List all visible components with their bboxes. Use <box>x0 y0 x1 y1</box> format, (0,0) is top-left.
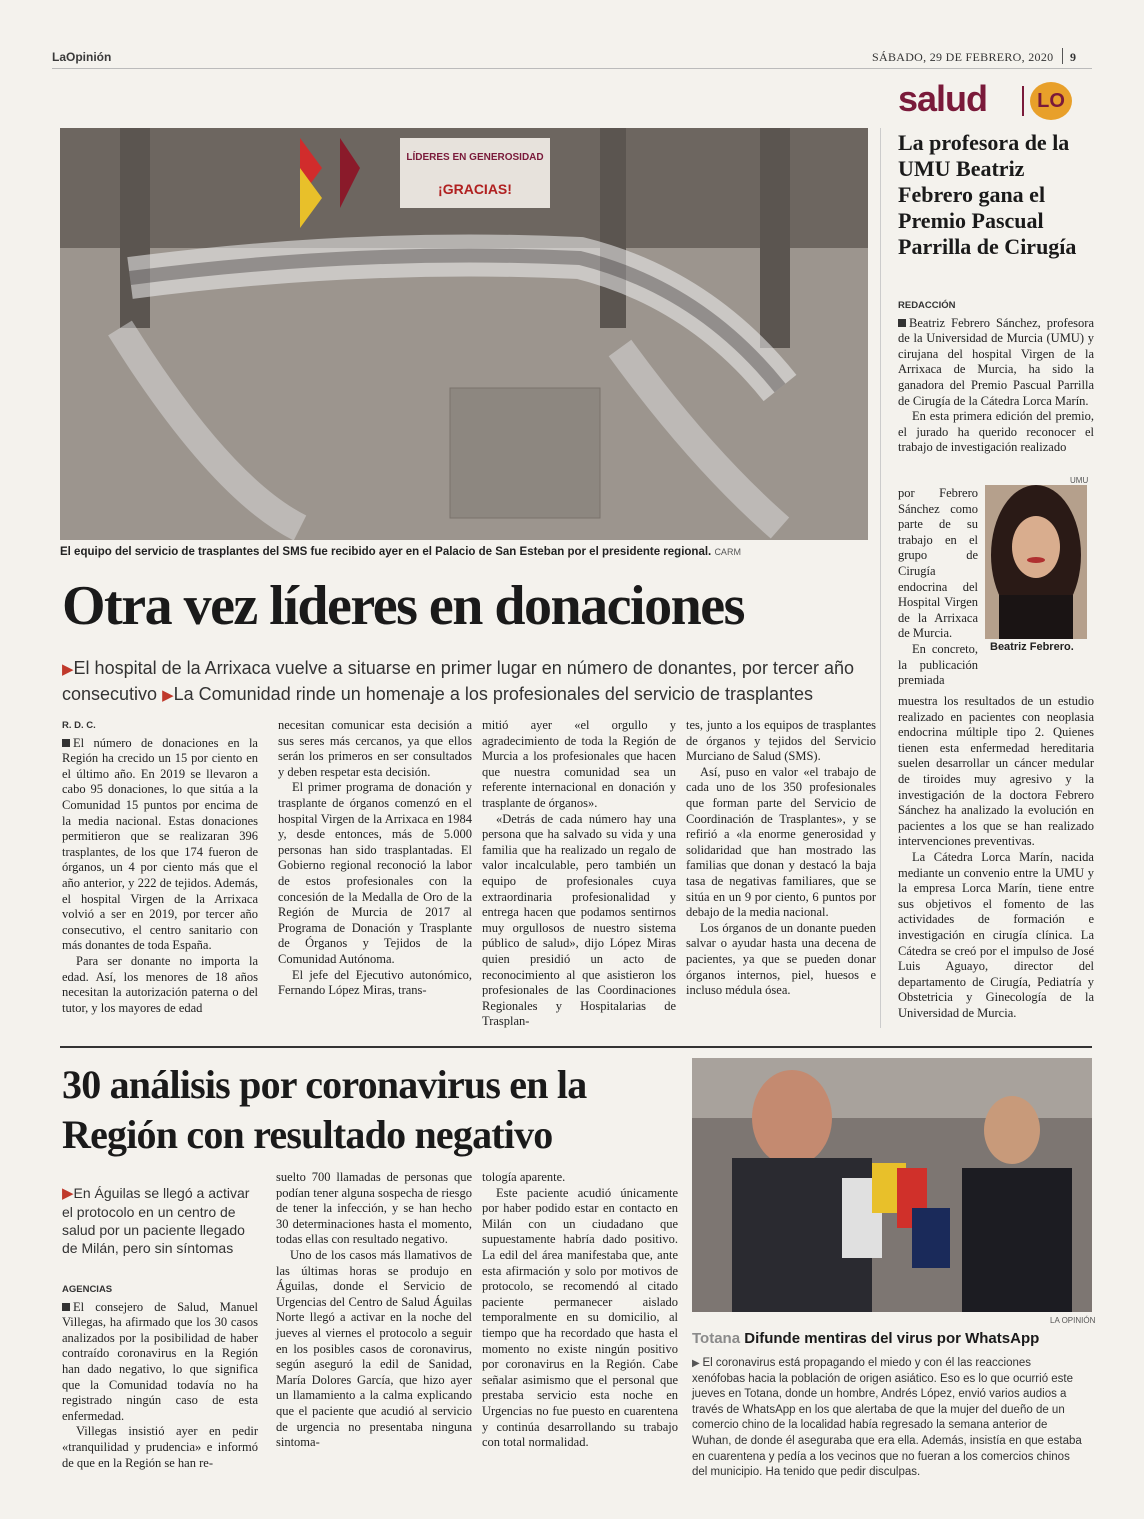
paragraph-text: El número de donaciones en la Región ha crecido un 15 por ciento en el último año. En 2019 se llevaron a cabo 95 donaciones, lo que sitúa a la Comunidad 15 puntos por encima de la media nacional. Estas donaciones permitieron que se realizaran 396 trasplantes, de los que 174 fueron de órganos, un 4 por ciento más que el año anterior, y 222 de tejidos. Además, el hospital Virgen de la Arrixaca volvió a ser en 2019, por tercer año consecutivo, el centro sanitario con más donantes de toda España. <box>62 735 258 953</box>
story-divider <box>60 1046 1092 1048</box>
paragraph-text: Beatriz Febrero Sánchez, profesora de la Universidad de Murcia (UMU) y cirujana del hospital Virgen de la Arrixaca de Murcia, ha sido la ganadora del Premio Pascual Parrilla de Cirugía de la Cátedra Lorca Marín. <box>898 315 1094 408</box>
brief-text: El coronavirus está propagando el miedo y con él las reacciones xenófobas hacia la población de origen asiático. Eso es lo que ocurrió este jueves en Totana, donde un hombre, Andrés López, envió varios audios a través de WhatsApp en los que alertaba de que la mujer del dueño de un comercio chino de la localidad había regresado la semana anterior de Wuhan, de donde él aseguraba que era ella. Además, insistía en que estaba en cuarentena y pedía a los vecinos que no fueran a los comercios chinos del municipio. Ha tenido que pedir disculpas. <box>692 1357 1082 1479</box>
paragraph: En concreto, la publicación premiada <box>898 641 978 688</box>
sidebar-photo-credit: UMU <box>1070 476 1089 485</box>
paragraph: por Febrero Sánchez como parte de su trabajo en el grupo de Cirugía endocrina del Hospital Virgen de la Arrixaca de Murcia. <box>898 486 978 641</box>
second-body-column-3 <box>482 1170 678 1451</box>
newspaper-logo: LaOpinión <box>52 50 112 64</box>
main-body-column-4 <box>686 718 876 999</box>
caption-text: El equipo del servicio de trasplantes del SMS fue recibido ayer en el Palacio de San Esteban por el presidente regional. <box>60 546 712 558</box>
second-body-column-1 <box>62 1282 258 1471</box>
brief-bullet-icon: ▶ <box>692 1358 703 1369</box>
section-divider <box>1022 86 1024 116</box>
brief-title: Difunde mentiras del virus por WhatsApp <box>744 1330 1040 1347</box>
second-body-column-2 <box>276 1170 472 1451</box>
sidebar-body-bottom <box>898 694 1094 1021</box>
main-body-column-3 <box>482 718 676 1030</box>
issue-date: SÁBADO, 29 DE FEBRERO, 2020 <box>872 50 1054 64</box>
banner-text-bottom: ¡GRACIAS! <box>438 181 512 197</box>
interview-photo <box>692 1058 1092 1312</box>
paragraph: Los órganos de un donante pueden salvar o ayudar hasta una decena de pacientes, ya que se pueden donar órganos internos, piel, huesos e incluso médula ósea. <box>686 920 876 998</box>
masthead-rule <box>52 68 1092 69</box>
paragraph: necesitan comunicar esta decisión a sus seres más cercanos, ya que ellos serán los primeros en ser consultados y deben respetar esta decisión. <box>278 718 472 779</box>
paragraph: Así, puso en valor «el trabajo de cada uno de los 350 profesionales que forman parte del Servicio de Coordinación de Trasplantes», y se refirió a «la enorme generosidad y solidaridad que han mostrado las familias que donan y destacó la baja tasa de negativas familiares, que se sitúa en un 9 por ciento, 6 puntos por debajo de la media nacional. <box>686 764 876 920</box>
lead-square-icon <box>62 739 70 747</box>
main-headline: Otra vez líderes en donaciones <box>62 575 744 637</box>
banner-text-top: LÍDERES EN GENEROSIDAD <box>406 152 544 163</box>
paragraph: suelto 700 llamadas de personas que podían tener alguna sospecha de riesgo de tener la infección, y se han hecho 30 determinaciones hasta el momento, todas ellas con resultado negativo. <box>276 1170 472 1247</box>
sidebar-body-top <box>898 298 1094 456</box>
second-deck <box>62 1184 258 1257</box>
main-deck <box>62 656 872 708</box>
main-body-column-2 <box>278 718 472 999</box>
second-headline: 30 análisis por coronavirus en la Región con resultado negativo <box>62 1062 587 1157</box>
main-body-column-1 <box>62 718 258 1016</box>
deck-text: En Águilas se llegó a activar el protocolo en un centro de salud por un paciente llegado de Milán, pero sin síntomas <box>62 1185 250 1256</box>
page-number: 9 <box>1070 50 1076 64</box>
byline: R. D. C. <box>62 720 96 731</box>
lead-square-icon <box>62 1303 70 1311</box>
paragraph: Para ser donante no importa la edad. Así, los menores de 18 años necesitan la autorización paterna o del tutor, y los mayores de edad <box>62 953 258 1015</box>
deck-bullet-icon: ▶ <box>62 661 74 678</box>
group-photo <box>60 128 868 540</box>
byline: AGENCIAS <box>62 1284 113 1295</box>
paragraph <box>898 316 1094 410</box>
interview-photo-credit: LA OPINIÓN <box>1050 1316 1096 1325</box>
paragraph <box>62 736 258 954</box>
paragraph: Uno de los casos más llamativos de las últimas horas se produjo en Águilas, donde el Servicio de Urgencias del Centro de Salud Águilas Norte llegó a activar en la noche del jueves al viernes el protocolo a seguir en los posibles casos de coronavirus, según aseguró la edil de Sanidad, María Dolores García, que hizo ayer un llamamiento a la calma explicando que el paciente que acudió al servicio de urgencia no presentaba ninguna sintoma- <box>276 1247 472 1450</box>
deck-line-1: El hospital de la Arrixaca vuelve a situarse en primer lugar en número de donantes, por tercer año consecutivo <box>62 658 854 704</box>
portrait-photo <box>985 485 1087 639</box>
brief-kicker: Totana <box>692 1330 741 1347</box>
sidebar-byline: REDACCIÓN <box>898 300 956 311</box>
sidebar-headline: La profesora de la UMU Beatriz Febrero gana el Premio Pascual Parrilla de Cirugía <box>898 130 1077 259</box>
paragraph: La Cátedra Lorca Marín, nacida mediante un convenio entre la UMU y la empresa Lorca Marín, tiene entre sus objetivos el fomento de las actividades de formación e investigación en cirugía clínica. La Cátedra se creó por el impulso de José Luis Aguayo, director del departamento de Cirugía, Pediatría y Obstetricia y Ginecología de la Universidad de Murcia. <box>898 849 1094 1020</box>
portrait-caption: Beatriz Febrero. <box>990 641 1074 653</box>
paragraph-text: El consejero de Salud, Manuel Villegas, ha afirmado que los 30 casos analizados por la posibilidad de haber contraído coronavirus en la Región han dado negativo, lo que significa que la Comunidad todavía no ha registrado ningún caso de esta enfermedad. <box>62 1299 258 1423</box>
brief-body <box>692 1356 1084 1481</box>
brief-headline <box>692 1330 1039 1347</box>
section-badge: LO <box>1030 82 1072 120</box>
deck-line-2: La Comunidad rinde un homenaje a los profesionales del servicio de trasplantes <box>173 684 814 704</box>
lead-square-icon <box>898 319 906 327</box>
paragraph: El jefe del Ejecutivo autonómico, Fernando López Miras, trans- <box>278 967 472 998</box>
paragraph: Villegas insistió ayer en pedir «tranquilidad y prudencia» e informó de que en la Región se han re- <box>62 1424 258 1470</box>
sidebar-wrap-text <box>898 486 978 689</box>
paragraph: El primer programa de donación y trasplante de órganos comenzó en el hospital Virgen de la Arrixaca en 1984 y, desde entonces, más de 5.000 personas han sido trasplantadas. El Gobierno regional reconoció la labor de estos profesionales con la concesión de la Medalla de Oro de la Región de Murcia de 2017 al Programa de Donación y Trasplante de Órganos y Tejidos de la Comunidad Autónoma. <box>278 780 472 966</box>
paragraph: tes, junto a los equipos de trasplantes de órganos y tejidos del Servicio Murciano de Salud (SMS). <box>686 718 876 764</box>
sidebar-rule <box>880 128 881 1028</box>
paragraph: tología aparente. <box>482 1170 566 1184</box>
photo-caption <box>60 546 868 558</box>
paragraph: «Detrás de cada número hay una persona que ha salvado su vida y una familia que ha realizado un regalo de valor incalculable, pero también un equipo de profesionales cuya extraordinaria profesionalidad y entrega hacen que podamos sentirnos muy orgullosos de nuestro sistema público de salud», dijo López Miras quien presidió un acto de reconocimiento al que asistieron los profesionales de las Coordinaciones Regionales y Hospitalarias de Trasplan- <box>482 811 676 1029</box>
paragraph: En esta primera edición del premio, el jurado ha querido reconocer el trabajo de investigación realizado <box>898 409 1094 455</box>
paragraph: Este paciente acudió únicamente por haber podido estar en contacto en Milán con un ciudadano que supuestamente habría dado positivo. La edil del área manifestaba que, ante esta afirmación y solo por motivos de protocolo, se recomendó al citado paciente permanecer aislado temporalmente en su domicilio, al tiempo que ha recordado que hasta el momento no existe ningún positivo por coronavirus en la Región. Cabe señalar asimismo que el personal que prestaba servicio esta noche en Urgencias no fue puesto en cuarentena y continúa desarrollando su trabajo con total normalidad. <box>482 1185 678 1450</box>
section-title: salud <box>898 78 988 119</box>
paragraph: muestra los resultados de un estudio realizado en pacientes con neoplasia endocrina múltiple tipo 2. Quienes tienen esta enfermedad hereditaria suelen desarrollar un cáncer medular de tiroides muy agresivo y la investigación de la doctora Febrero Sánchez ha analizado la evolución en pacientes a los que se han realizado intervenciones preventivas. <box>898 694 1094 849</box>
paragraph <box>62 1300 258 1425</box>
paragraph: mitió ayer «el orgullo y agradecimiento de toda la Región de Murcia a los profesionales que hacen que nuestra comunidad sea un referente internacional en donación y trasplante de órganos». <box>482 718 676 810</box>
masthead-divider <box>1062 48 1063 64</box>
deck-bullet-icon: ▶ <box>162 687 174 704</box>
deck-bullet-icon: ▶ <box>62 1185 74 1202</box>
caption-credit: CARM <box>714 547 741 557</box>
